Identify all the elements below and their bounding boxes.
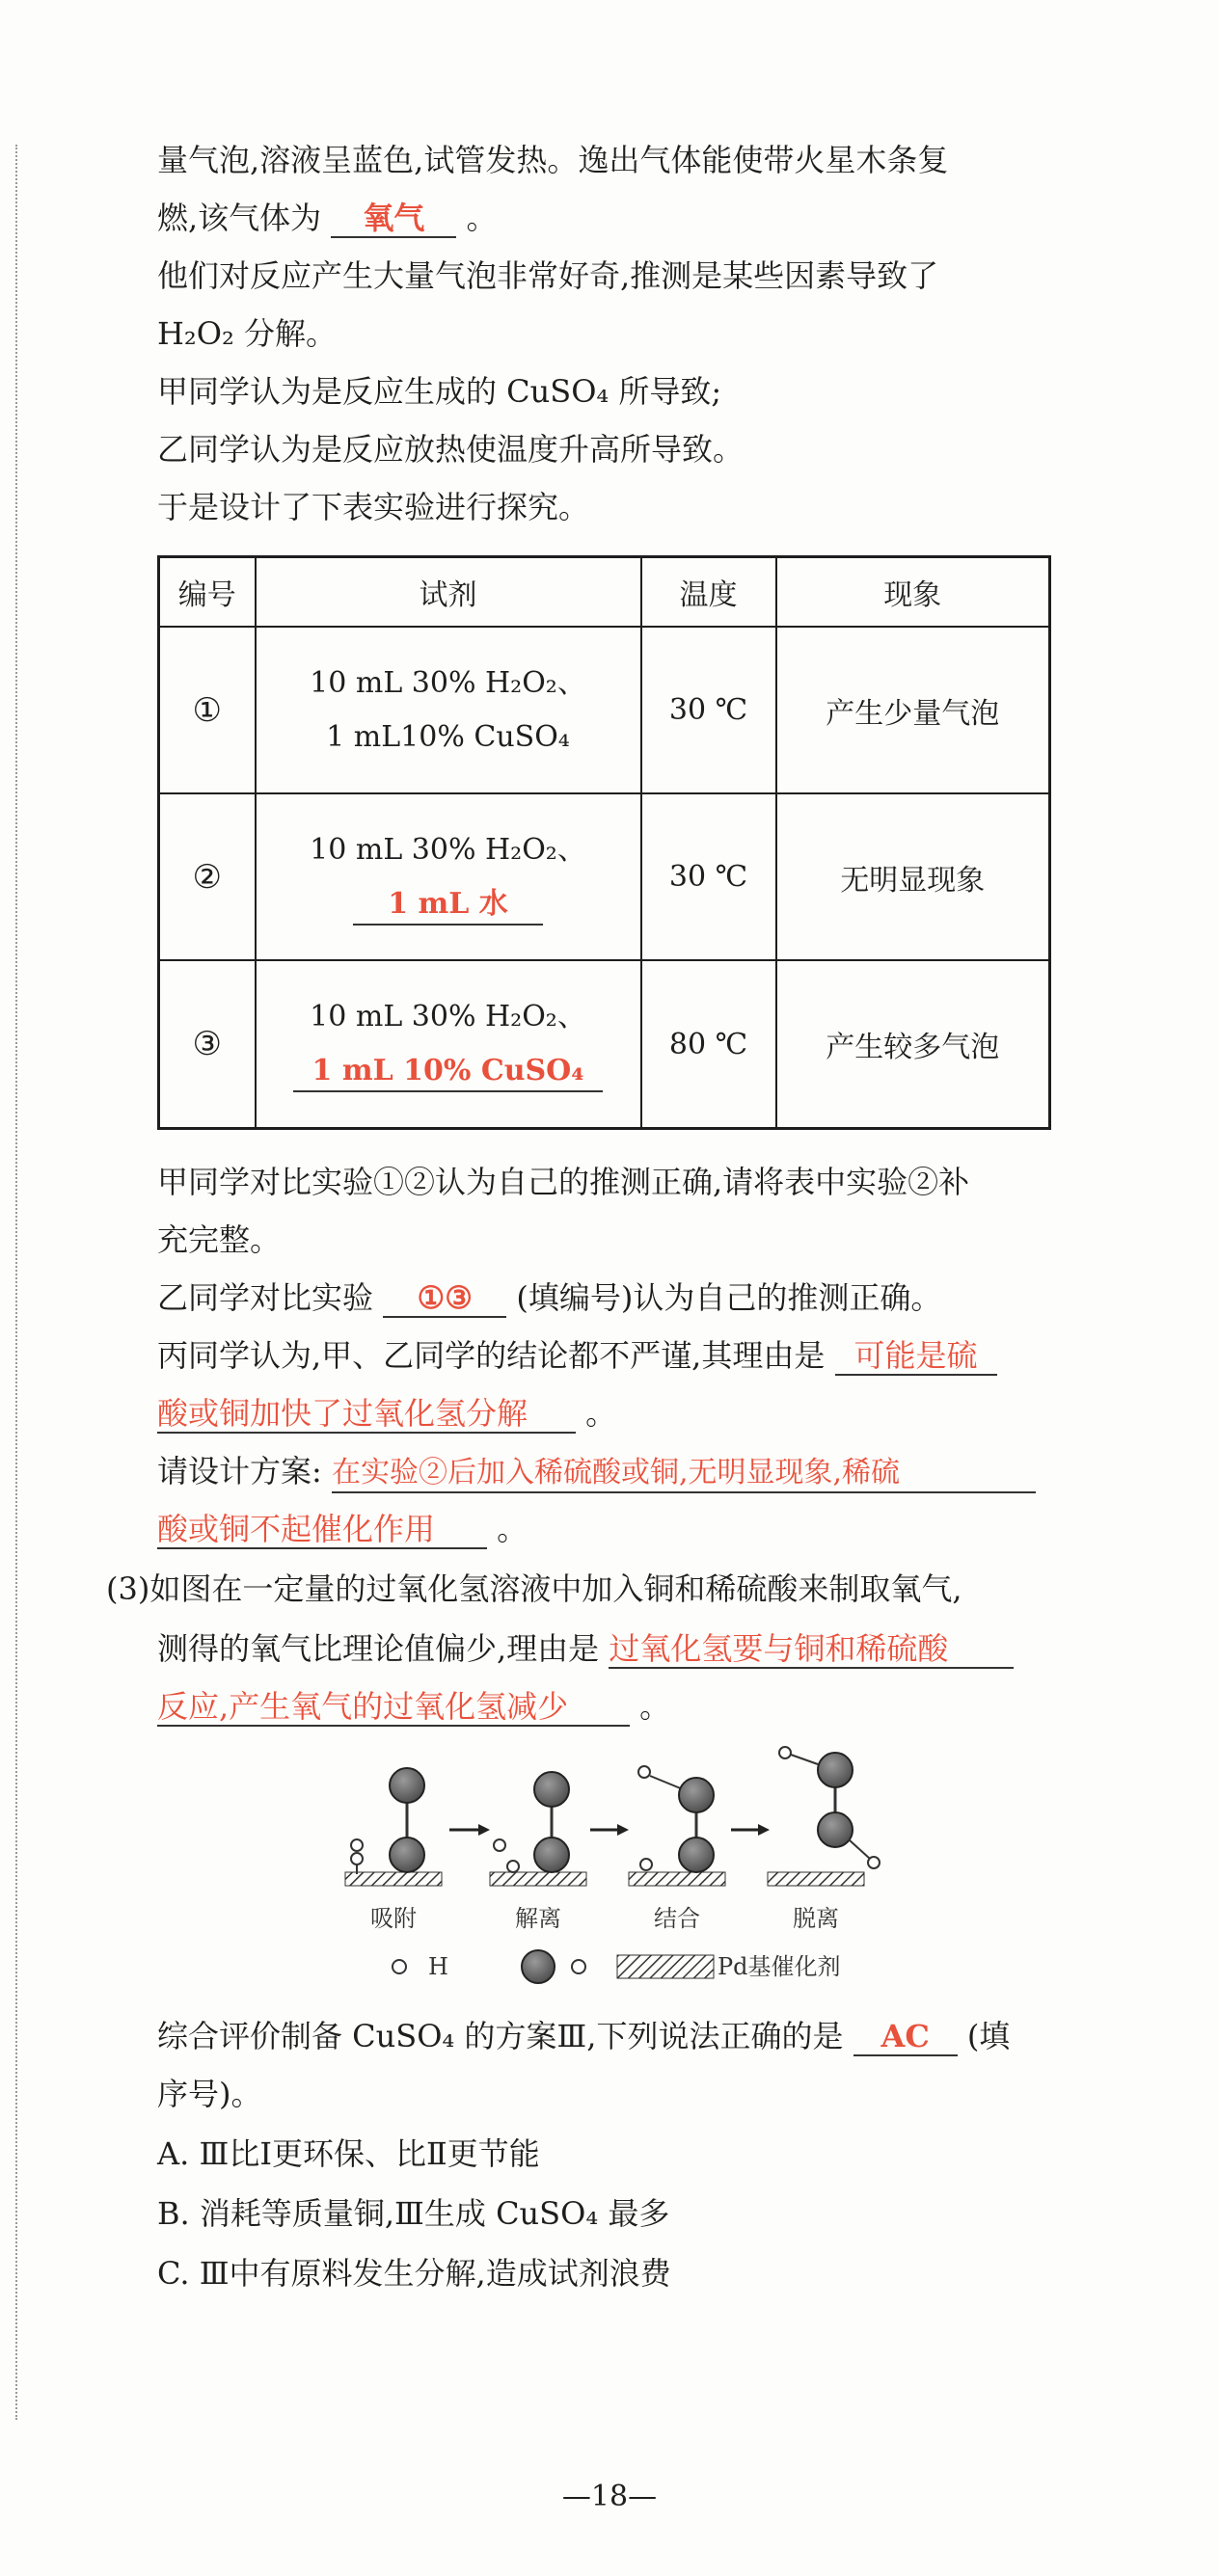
text-segment: 。 [466,200,498,236]
temperature-cell: 30 ℃ [641,793,776,960]
arrow-icon [590,1824,629,1836]
arrow-icon [449,1824,490,1836]
answer-blank: 可能是硫 [835,1337,997,1376]
text-segment: 测得的氧气比理论值偏少,理由是 [157,1630,600,1667]
answer-blank: 在实验②后加入稀硫酸或铜,无明显现象,稀硫 [332,1455,1036,1493]
text-line: H₂O₂ 分解。 [157,315,337,352]
reagent-cell [256,627,641,793]
temperature-cell: 30 ℃ [641,627,776,793]
stage-label: 解离 [515,1905,561,1932]
phenomenon-cell: 产生较多气泡 [776,960,1050,1128]
table-row [159,793,1050,960]
answer-blank: ①③ [383,1279,506,1318]
text-line: 他们对反应产生大量气泡非常好奇,推测是某些因素导致了 [157,257,939,294]
text-segment: 。 [585,1395,617,1432]
stage-label: 脱离 [793,1905,839,1932]
answer-blank: 反应,产生氧气的过氧化氢减少 [157,1688,630,1727]
reagent-line: 10 mL 30% H₂O₂、 [310,665,586,700]
row-id: ① [159,627,256,793]
text-segment: (填 [966,2018,1011,2054]
text-line: 量气泡,溶液呈蓝色,试管发热。逸出气体能使带火星木条复 [157,142,949,178]
answer-blank: 酸或铜不起催化作用 [157,1511,487,1549]
text-line [157,1278,1054,1318]
reagent-line: 10 mL 30% H₂O₂、 [310,1000,586,1034]
answer-blank: 酸或铜加快了过氧化氢分解 [157,1395,576,1434]
arrow-icon [731,1824,770,1836]
text-segment: 请设计方案: [157,1453,322,1489]
adsorption-stage [345,1768,442,1886]
table-header-row [159,557,1050,628]
text-segment: 乙同学对比实验 [157,1279,374,1316]
answer-blank: 1 mL 10% CuSO₄ [293,1052,604,1092]
text-line: 序号)。 [157,2076,262,2112]
oxygen-legend-small-icon [572,1960,585,1973]
desorption-stage [768,1747,880,1886]
table-row [159,960,1050,1128]
row-id: ② [159,793,256,960]
text-line [157,1510,1054,1549]
row-id: ③ [159,960,256,1128]
text-line [157,2017,1054,2056]
text-segment: 综合评价制备 CuSO₄ 的方案Ⅲ,下列说法正确的是 [157,2018,844,2054]
legend-catalyst-label: Pd基催化剂 [718,1953,841,1980]
answer-blank: 过氧化氢要与铜和稀硫酸 [609,1630,1014,1669]
option-b: B. 消耗等质量铜,Ⅲ生成 CuSO₄ 最多 [157,2195,670,2232]
text-segment: 燃,该气体为 [157,200,322,236]
reagent-cell [256,960,641,1128]
text-line: 充完整。 [157,1221,282,1258]
page-number: —18— [561,2480,658,2513]
table-header: 温度 [641,557,776,628]
table-header: 试剂 [256,557,641,628]
phenomenon-cell: 产生少量气泡 [776,627,1050,793]
answer-blank: 1 mL 水 [353,885,543,926]
question-3-line: (3)如图在一定量的过氧化氢溶液中加入铜和稀硫酸来制取氧气, [106,1570,962,1607]
option-c: C. Ⅲ中有原料发生分解,造成试剂浪费 [157,2255,671,2292]
legend-h-label: H [428,1953,448,1980]
text-line [157,1336,1054,1376]
answer-blank: 氧气 [331,200,456,238]
text-line [157,199,1054,238]
legend [393,1950,841,1983]
text-segment: 。 [497,1511,528,1547]
catalyst-legend-icon [617,1955,714,1978]
table-header: 现象 [776,557,1050,628]
stage-label: 吸附 [370,1905,417,1932]
text-segment: (填编号)认为自己的推测正确。 [516,1279,942,1316]
phenomenon-cell: 无明显现象 [776,793,1050,960]
oxygen-legend-icon [522,1950,555,1983]
reagent-line: 1 mL10% CuSO₄ [326,719,570,754]
combination-stage [629,1766,725,1886]
text-line [157,1629,1054,1669]
table-row [159,627,1050,793]
text-line [157,1687,1054,1727]
hydrogen-legend-icon [393,1960,406,1973]
text-segment: 。 [639,1688,671,1725]
temperature-cell: 80 ℃ [641,960,776,1128]
answer-blank: AC [853,2018,958,2056]
text-segment: 丙同学认为,甲、乙同学的结论都不严谨,其理由是 [157,1337,826,1374]
dissociation-stage [490,1772,586,1886]
text-line [157,1394,1054,1434]
margin-dotted-line [15,145,17,2420]
table-header: 编号 [159,557,256,628]
reagent-cell [256,793,641,960]
text-line [157,1452,1054,1493]
experiment-table [157,555,1051,1130]
text-line: 甲同学对比实验①②认为自己的推测正确,请将表中实验②补 [157,1164,970,1200]
text-line: 乙同学认为是反应放热使温度升高所导致。 [157,431,745,468]
catalysis-diagram [328,1743,887,1994]
reagent-line: 10 mL 30% H₂O₂、 [310,832,586,867]
text-line: 甲同学认为是反应生成的 CuSO₄ 所导致; [157,373,722,410]
stage-label: 结合 [654,1905,700,1932]
text-line: 于是设计了下表实验进行探究。 [157,489,590,525]
option-a: A. Ⅲ比Ⅰ更环保、比Ⅱ更节能 [157,2135,540,2172]
